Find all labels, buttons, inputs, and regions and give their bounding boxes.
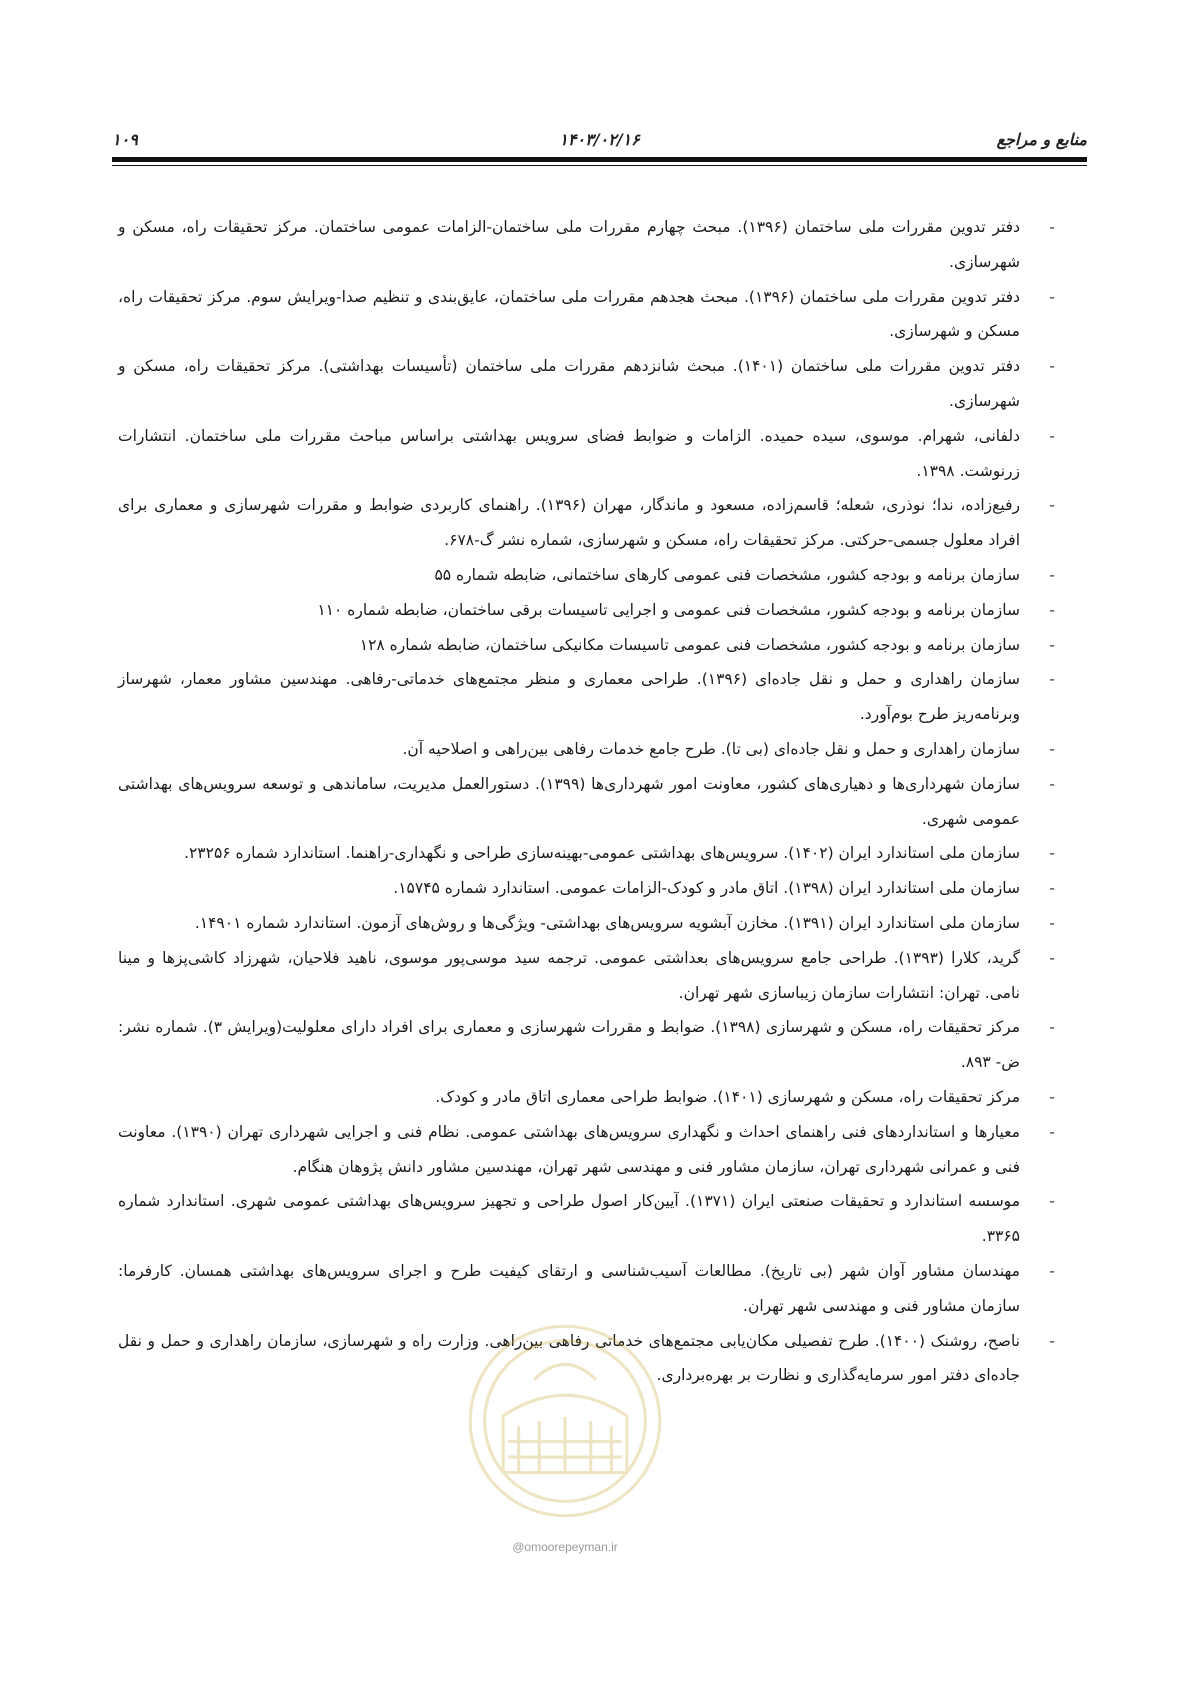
reference-item (118, 941, 1055, 1011)
reference-text: دفتر تدوین مقررات ملی ساختمان (۱۴۰۱). مبحث شانزدهم مقررات ملی ساختمان (تأسیسات بهداشتی). مرکز تحقیقات راه، مسکن و شهرسازی. (118, 357, 1020, 410)
reference-text: سازمان ملی استاندارد ایران (۱۳۹۱). مخازن آبشویه سرویس‌های بهداشتی- ویژگی‌ها و روش‌های آزمون. استاندارد شماره ۱۴۹۰۱. (194, 913, 1020, 932)
reference-text: سازمان راهداری و حمل و نقل جاده‌ای (۱۳۹۶). طراحی معماری و منظر مجتمع‌های خدماتی-رفاهی. مهندسین مشاور معمار، شهرساز وبرنامه‌ریز طرح بوم‌آورد. (118, 670, 1020, 724)
reference-text: سازمان برنامه و بودجه کشور، مشخصات فنی عمومی کارهای ساختمانی، ضابطه شماره ۵۵ (434, 565, 1020, 584)
page-number: ۱۰۹ (112, 130, 138, 149)
list-dash-marker: - (1049, 218, 1055, 236)
reference-text: سازمان برنامه و بودجه کشور، مشخصات فنی عمومی تاسیسات مکانیکی ساختمان، ضابطه شماره ۱۲۸ (359, 635, 1020, 654)
reference-text: معیارها و استانداردهای فنی راهنمای احداث و نگهداری سرویس‌های بهداشتی عمومی. نظام فنی و اجرایی شهرداری تهران (۱۳۹۰). معاونت فنی و عمرانی شهرداری تهران، سازمان مشاور فنی و مهندسی شهر تهران، مهندسین مشاور دانش پژوهان هنگام. (118, 1122, 1020, 1176)
reference-item (118, 1115, 1055, 1185)
reference-item (118, 1324, 1055, 1394)
list-dash-marker: - (1049, 357, 1055, 376)
reference-item (118, 628, 1055, 663)
header-rule-thick (112, 157, 1087, 162)
reference-text: سازمان ملی استاندارد ایران (۱۳۹۸). اتاق مادر و کودک-الزامات عمومی. استاندارد شماره ۱۵۷۴۵. (393, 879, 1020, 898)
reference-text: دفتر تدوین مقررات ملی ساختمان (۱۳۹۶). مبحث چهارم مقررات ملی ساختمان-الزامات عمومی ساختمان. مرکز تحقیقات راه، مسکن و شهرسازی. (118, 218, 1020, 271)
list-dash-marker: - (1049, 913, 1055, 932)
list-dash-marker: - (1049, 739, 1055, 758)
reference-item (118, 349, 1055, 419)
reference-text: دفتر تدوین مقررات ملی ساختمان (۱۳۹۶). مبحث هجدهم مقررات ملی ساختمان، عایق‌بندی و تنظیم صدا-ویرایش سوم. مرکز تحقیقات راه، مسکن و شهرسازی. (118, 287, 1020, 341)
list-dash-marker: - (1049, 1122, 1055, 1141)
reference-text: دلفانی، شهرام. موسوی، سیده حمیده. الزامات و ضوابط فضای سرویس بهداشتی براساس مباحث مقررات ملی ساختمان. انتشارات زرنوشت. ۱۳۹۸. (118, 426, 1020, 480)
list-dash-marker: - (1049, 844, 1055, 863)
list-dash-marker: - (1049, 670, 1055, 689)
header-date: ۱۴۰۳/۰۲/۱۶ (559, 130, 640, 149)
list-dash-marker: - (1049, 426, 1055, 445)
list-dash-marker: - (1049, 1331, 1055, 1350)
list-dash-marker: - (1049, 496, 1055, 515)
reference-item (118, 662, 1055, 732)
reference-item (118, 558, 1055, 593)
reference-item (118, 1184, 1055, 1254)
reference-item (118, 488, 1055, 558)
reference-list (118, 210, 1055, 1393)
list-dash-marker: - (1049, 1087, 1055, 1106)
list-dash-marker: - (1049, 635, 1055, 654)
reference-text: سازمان راهداری و حمل و نقل جاده‌ای (بی تا). طرح جامع خدمات رفاهی بین‌راهی و اصلاحیه آن. (402, 739, 1020, 758)
list-dash-marker: - (1049, 1018, 1055, 1037)
reference-item (118, 1080, 1055, 1115)
reference-text: مرکز تحقیقات راه، مسکن و شهرسازی (۱۳۹۸). ضوابط و مقررات شهرسازی و معماری برای افراد دارای معلولیت(ویرایش ۳). شماره نشر: ض- ۸۹۳. (118, 1018, 1020, 1072)
reference-item (118, 1010, 1055, 1080)
reference-item (118, 1254, 1055, 1324)
reference-text: گرید، کلارا (۱۳۹۳). طراحی جامع سرویس‌های بعداشتی عمومی. ترجمه سید موسی‌پور موسوی، ناهید فلاحیان، شهرزاد کاشی‌پزها و مینا نامی. تهران: انتشارات سازمان زیباسازی شهر تهران. (118, 948, 1020, 1002)
list-dash-marker: - (1049, 879, 1055, 898)
list-dash-marker: - (1049, 1192, 1055, 1211)
list-dash-marker: - (1049, 948, 1055, 967)
reference-item (118, 210, 1055, 280)
reference-text: ناصح، روشنک (۱۴۰۰). طرح تفصیلی مکان‌یابی مجتمع‌های خدماتی رفاهی بین‌راهی. وزارت راه و شهرسازی، سازمان راهداری و حمل و نقل جاده‌ای دفتر امور سرمایه‌گذاری و نظارت بر بهره‌برداری. (118, 1331, 1020, 1385)
reference-text: رفیع‌زاده، ندا؛ نوذری، شعله؛ قاسم‌زاده، مسعود و ماندگار، مهران (۱۳۹۶). راهنمای کاربردی ضوابط و مقررات شهرسازی و معماری برای افراد معلول جسمی-حرکتی. مرکز تحقیقات راه، مسکن و شهرسازی، شماره نشر گ-۶۷۸. (118, 496, 1020, 550)
list-dash-marker: - (1049, 565, 1055, 584)
list-dash-marker: - (1049, 287, 1055, 306)
reference-text: سازمان ملی استاندارد ایران (۱۴۰۲). سرویس‌های بهداشتی عمومی-بهینه‌سازی طراحی و نگهداری-راهنما. استاندارد شماره ۲۳۲۵۶. (184, 844, 1020, 863)
reference-text: مرکز تحقیقات راه، مسکن و شهرسازی (۱۴۰۱). ضوابط طراحی معماری اتاق مادر و کودک. (435, 1087, 1020, 1106)
reference-item (118, 906, 1055, 941)
header-rule-thin (112, 165, 1087, 166)
reference-item (118, 419, 1055, 489)
watermark-text: @omoorepeyman.ir (512, 1540, 618, 1554)
list-dash-marker: - (1049, 1261, 1055, 1280)
reference-item (118, 732, 1055, 767)
reference-item (118, 767, 1055, 837)
reference-text: سازمان شهرداری‌ها و دهیاری‌های کشور، معاونت امور شهرداری‌ها (۱۳۹۹). دستورالعمل مدیریت، ساماندهی و توسعه سرویس‌های بهداشتی عمومی شهری. (118, 774, 1020, 828)
reference-item (118, 836, 1055, 871)
reference-item (118, 593, 1055, 628)
reference-text: مهندسان مشاور آوان شهر (بی تاریخ). مطالعات آسیب‌شناسی و ارتقای کیفیت طرح و اجرای سرویس‌های بهداشتی همسان. کارفرما: سازمان مشاور فنی و مهندسی شهر تهران. (118, 1261, 1020, 1315)
page-header (112, 128, 1087, 150)
reference-item (118, 280, 1055, 350)
reference-item (118, 871, 1055, 906)
reference-text: موسسه استاندارد و تحقیقات صنعتی ایران (۱۳۷۱). آیین‌کار اصول طراحی و تجهیز سرویس‌های بهداشتی عمومی شهری. استاندارد شماره ۳۳۶۵. (118, 1192, 1020, 1246)
list-dash-marker: - (1049, 774, 1055, 793)
list-dash-marker: - (1049, 600, 1055, 619)
section-title: منابع و مراجع (996, 130, 1087, 149)
reference-text: سازمان برنامه و بودجه کشور، مشخصات فنی عمومی و اجرایی تاسیسات برقی ساختمان، ضابطه شماره ۱۱۰ (317, 600, 1020, 619)
